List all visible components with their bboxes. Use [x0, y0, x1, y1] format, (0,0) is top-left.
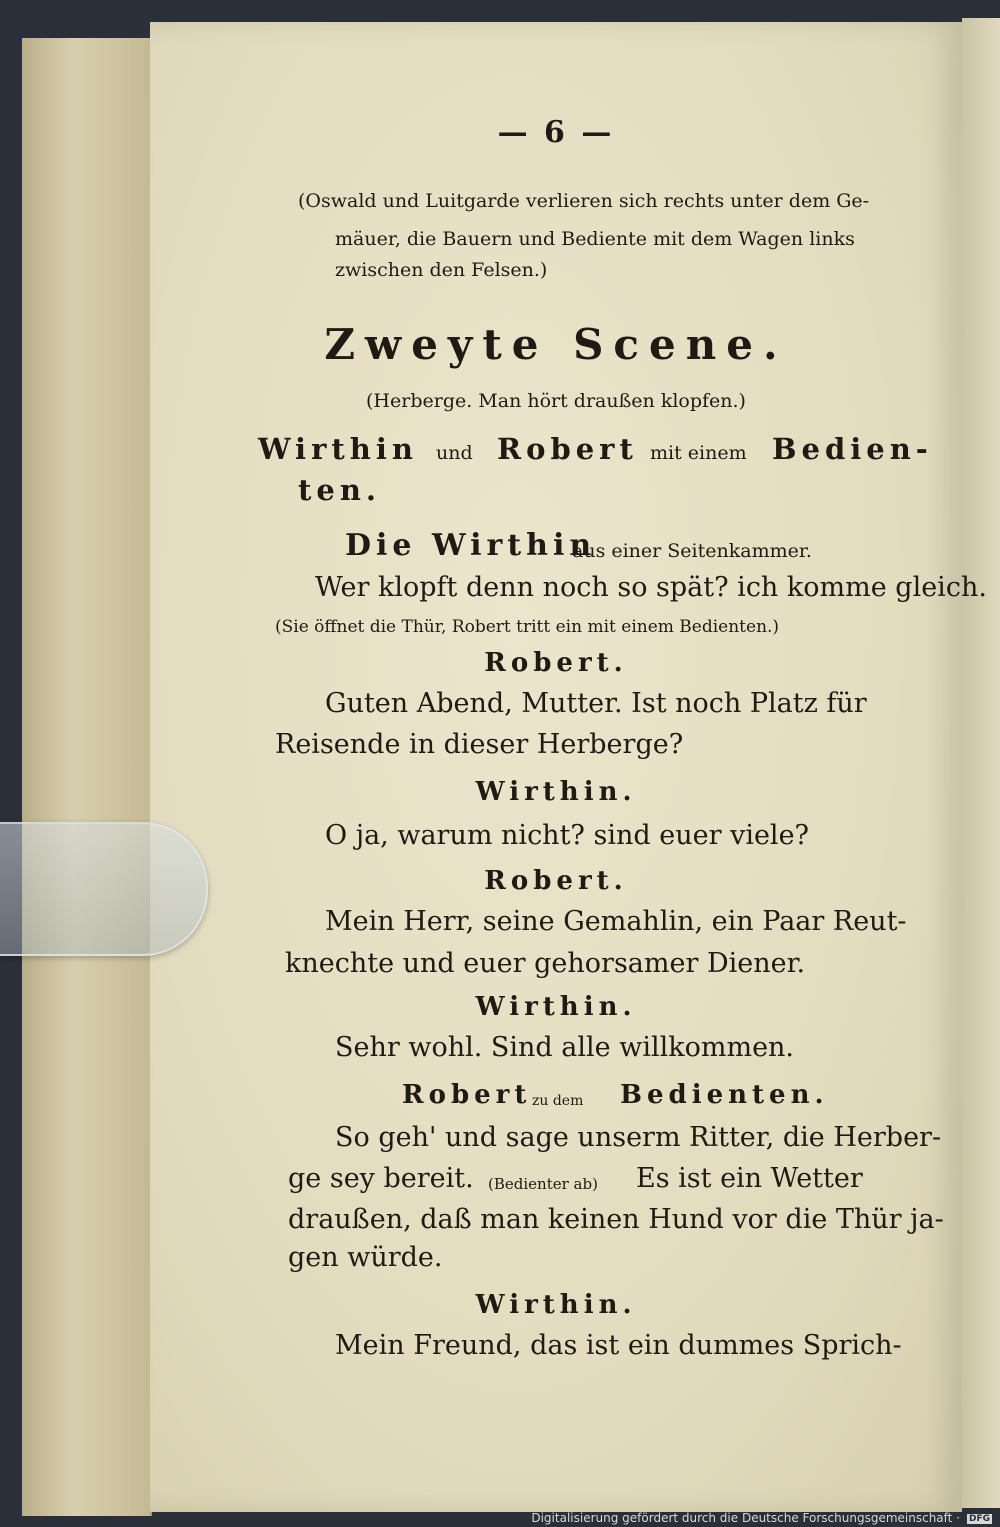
page-holder-clip: [0, 822, 208, 956]
speaker-name: Die Wirthin: [345, 528, 597, 563]
speech-line: gen würde.: [288, 1242, 443, 1273]
speech-line: Mein Freund, das ist ein dummes Sprich-: [335, 1330, 902, 1361]
speaker-direction: aus einer Seitenkammer.: [572, 540, 812, 562]
stage-direction-line: mäuer, die Bauern und Bediente mit dem Wagen links: [335, 228, 855, 250]
digitization-credit: Digitalisierung gefördert durch die Deutsche Forschungsgemeinschaft ·: [531, 1511, 960, 1525]
speaker-name: Robert.: [484, 866, 628, 896]
speech-line: Es ist ein Wetter: [636, 1163, 863, 1194]
stage-direction: (Bedienter ab): [488, 1175, 598, 1193]
speaker-name: Bedienten.: [620, 1080, 829, 1110]
book-page-edges: [22, 38, 152, 1516]
speech-line: knechte und euer gehorsamer Diener.: [285, 948, 806, 979]
speaker-name: Wirthin.: [475, 777, 637, 807]
speech-line: So geh' und sage unserm Ritter, die Herber-: [335, 1122, 942, 1153]
dfg-logo: DFG: [968, 1514, 990, 1524]
character-name: Wirthin: [258, 432, 418, 466]
speech-line: Mein Herr, seine Gemahlin, ein Paar Reut-: [325, 906, 907, 937]
speech-line: Guten Abend, Mutter. Ist noch Platz für: [325, 688, 867, 719]
speaker-name: Wirthin.: [475, 1290, 637, 1320]
speech-line: Reisende in dieser Herberge?: [275, 729, 684, 760]
speaker-name: Robert.: [484, 648, 628, 678]
speaker-direction: zu dem: [532, 1093, 584, 1109]
character-name: ten.: [298, 473, 382, 507]
stage-direction-line: zwischen den Felsen.): [335, 259, 548, 281]
speech-line: Wer klopft denn noch so spät? ich komme gleich.: [315, 572, 987, 603]
speaker-name: Robert: [402, 1080, 532, 1110]
speech-line: O ja, warum nicht? sind euer viele?: [325, 820, 810, 851]
stage-direction-line: (Oswald und Luitgarde verlieren sich rechts unter dem Ge-: [298, 190, 870, 212]
character-name: Bedien-: [772, 432, 933, 466]
connector-text: mit einem: [650, 442, 747, 464]
facing-page-edge: [962, 18, 1000, 1508]
stage-direction: (Sie öffnet die Thür, Robert tritt ein mit einem Bedienten.): [275, 617, 780, 637]
speech-line: Sehr wohl. Sind alle willkommen.: [335, 1032, 795, 1063]
speech-line: ge sey bereit.: [288, 1163, 474, 1194]
page-number: — 6 —: [497, 115, 615, 150]
speech-line: draußen, daß man keinen Hund vor die Thür ja-: [288, 1204, 944, 1235]
character-name: Robert: [497, 432, 638, 466]
speaker-name: Wirthin.: [475, 992, 637, 1022]
connector-text: und: [436, 442, 473, 464]
scene-setting: (Herberge. Man hört draußen klopfen.): [366, 390, 746, 412]
scene-heading: Zweyte Scene.: [324, 320, 788, 369]
